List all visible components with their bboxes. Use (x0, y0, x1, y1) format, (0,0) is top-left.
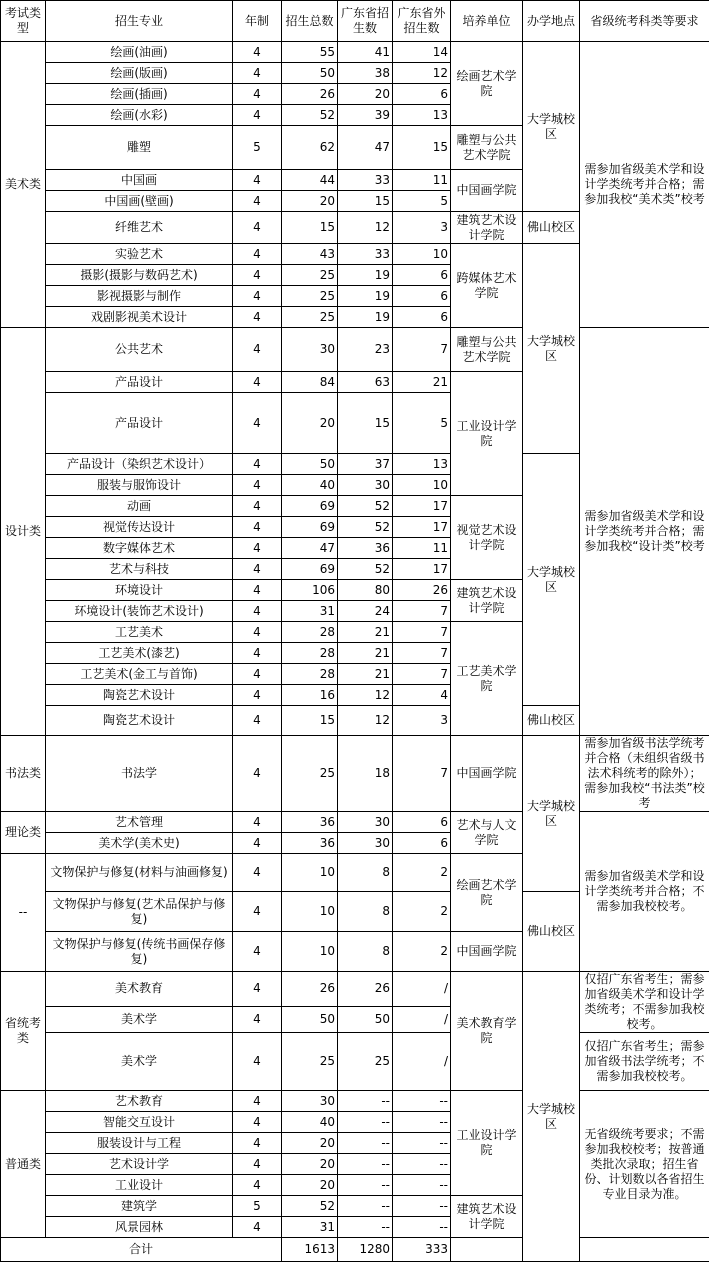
campus-cell: 佛山校区 (523, 706, 580, 736)
total-cell: 10 (282, 892, 338, 932)
years-cell: 4 (233, 42, 282, 63)
requirement-cell: 需参加省级美术学和设计学类统考并合格；需参加我校“美术类”校考 (580, 42, 709, 328)
totals-outside: 333 (393, 1238, 451, 1262)
years-cell: 5 (233, 1196, 282, 1217)
major-cell: 工艺美术 (46, 622, 233, 643)
outside-cell: / (393, 1033, 451, 1091)
total-cell: 20 (282, 191, 338, 212)
total-cell: 40 (282, 1112, 338, 1133)
header-gd: 广东省招生数 (338, 1, 393, 42)
major-cell: 风景园林 (46, 1217, 233, 1238)
total-cell: 28 (282, 622, 338, 643)
years-cell: 4 (233, 393, 282, 454)
outside-cell: 21 (393, 372, 451, 393)
total-cell: 106 (282, 580, 338, 601)
category-cell: 理论类 (1, 812, 46, 854)
outside-cell: -- (393, 1133, 451, 1154)
gd-cell: 33 (338, 170, 393, 191)
gd-cell: -- (338, 1091, 393, 1112)
campus-cell: 大学城校区 (523, 972, 580, 1262)
requirement-cell: 需参加省级美术学和设计学类统考并合格；需参加我校“设计类”校考 (580, 328, 709, 736)
outside-cell: 10 (393, 475, 451, 496)
header-college: 培养单位 (451, 1, 523, 42)
major-cell: 书法学 (46, 736, 233, 812)
years-cell: 4 (233, 643, 282, 664)
years-cell: 4 (233, 307, 282, 328)
major-cell: 工艺美术(漆艺) (46, 643, 233, 664)
college-cell: 跨媒体艺术学院 (451, 244, 523, 328)
gd-cell: 41 (338, 42, 393, 63)
major-cell: 中国画 (46, 170, 233, 191)
total-cell: 30 (282, 1091, 338, 1112)
major-cell: 服装设计与工程 (46, 1133, 233, 1154)
college-cell: 建筑艺术设计学院 (451, 212, 523, 244)
major-cell: 文物保护与修复(艺术品保护与修复) (46, 892, 233, 932)
total-cell: 31 (282, 601, 338, 622)
outside-cell: 7 (393, 664, 451, 685)
total-cell: 25 (282, 307, 338, 328)
total-cell: 40 (282, 475, 338, 496)
outside-cell: 3 (393, 706, 451, 736)
years-cell: 5 (233, 126, 282, 170)
header-campus: 办学地点 (523, 1, 580, 42)
header-type: 考试类型 (1, 1, 46, 42)
outside-cell: 17 (393, 517, 451, 538)
major-cell: 艺术教育 (46, 1091, 233, 1112)
empty-cell (580, 1238, 709, 1262)
major-cell: 摄影(摄影与数码艺术) (46, 265, 233, 286)
category-cell: 美术类 (1, 42, 46, 328)
years-cell: 4 (233, 892, 282, 932)
outside-cell: 5 (393, 393, 451, 454)
major-cell: 建筑学 (46, 1196, 233, 1217)
major-cell: 数字媒体艺术 (46, 538, 233, 559)
major-cell: 影视摄影与制作 (46, 286, 233, 307)
total-cell: 62 (282, 126, 338, 170)
major-cell: 陶瓷艺术设计 (46, 706, 233, 736)
gd-cell: 19 (338, 265, 393, 286)
years-cell: 4 (233, 972, 282, 1007)
major-cell: 动画 (46, 496, 233, 517)
gd-cell: 37 (338, 454, 393, 475)
years-cell: 4 (233, 812, 282, 833)
outside-cell: 11 (393, 170, 451, 191)
years-cell: 4 (233, 833, 282, 854)
campus-cell: 大学城校区 (523, 454, 580, 706)
total-cell: 50 (282, 454, 338, 475)
total-cell: 50 (282, 63, 338, 84)
total-cell: 30 (282, 328, 338, 372)
total-cell: 25 (282, 1033, 338, 1091)
table-row (1, 1091, 709, 1112)
table-row (1, 1033, 709, 1091)
totals-row (1, 1238, 709, 1262)
college-cell: 中国画学院 (451, 736, 523, 812)
total-cell: 43 (282, 244, 338, 265)
campus-cell: 佛山校区 (523, 212, 580, 244)
major-cell: 艺术设计学 (46, 1154, 233, 1175)
outside-cell: 15 (393, 126, 451, 170)
years-cell: 4 (233, 1033, 282, 1091)
major-cell: 戏剧影视美术设计 (46, 307, 233, 328)
years-cell: 4 (233, 475, 282, 496)
major-cell: 陶瓷艺术设计 (46, 685, 233, 706)
gd-cell: 21 (338, 622, 393, 643)
total-cell: 52 (282, 1196, 338, 1217)
gd-cell: 18 (338, 736, 393, 812)
total-cell: 36 (282, 812, 338, 833)
gd-cell: 12 (338, 685, 393, 706)
requirement-cell: 仅招广东省考生；需参加省级美术学和设计学类统考；不需参加我校校考。 (580, 972, 709, 1033)
major-cell: 文物保护与修复(材料与油画修复) (46, 854, 233, 892)
years-cell: 4 (233, 454, 282, 475)
gd-cell: 80 (338, 580, 393, 601)
outside-cell: -- (393, 1175, 451, 1196)
table-row (1, 812, 709, 833)
outside-cell: -- (393, 1112, 451, 1133)
totals-label: 合计 (1, 1238, 282, 1262)
years-cell: 4 (233, 372, 282, 393)
outside-cell: 7 (393, 328, 451, 372)
years-cell: 4 (233, 736, 282, 812)
major-cell: 绘画(版画) (46, 63, 233, 84)
total-cell: 20 (282, 1154, 338, 1175)
gd-cell: -- (338, 1154, 393, 1175)
gd-cell: 30 (338, 812, 393, 833)
campus-cell: 大学城校区 (523, 736, 580, 892)
total-cell: 36 (282, 833, 338, 854)
outside-cell: -- (393, 1154, 451, 1175)
years-cell: 4 (233, 265, 282, 286)
category-cell: 普通类 (1, 1091, 46, 1238)
major-cell: 产品设计 (46, 393, 233, 454)
college-cell: 建筑艺术设计学院 (451, 580, 523, 622)
outside-cell: 17 (393, 496, 451, 517)
years-cell: 4 (233, 84, 282, 105)
category-cell: 书法类 (1, 736, 46, 812)
major-cell: 中国画(壁画) (46, 191, 233, 212)
college-cell: 中国画学院 (451, 932, 523, 972)
gd-cell: 33 (338, 244, 393, 265)
years-cell: 4 (233, 1217, 282, 1238)
outside-cell: 7 (393, 622, 451, 643)
category-cell: 省统考类 (1, 972, 46, 1091)
outside-cell: 17 (393, 559, 451, 580)
header-row (1, 1, 709, 42)
total-cell: 20 (282, 1175, 338, 1196)
gd-cell: 15 (338, 191, 393, 212)
total-cell: 25 (282, 736, 338, 812)
totals-gd: 1280 (338, 1238, 393, 1262)
total-cell: 25 (282, 286, 338, 307)
gd-cell: -- (338, 1112, 393, 1133)
major-cell: 艺术与科技 (46, 559, 233, 580)
outside-cell: 7 (393, 643, 451, 664)
years-cell: 4 (233, 1091, 282, 1112)
college-cell: 绘画艺术学院 (451, 42, 523, 126)
outside-cell: 2 (393, 854, 451, 892)
gd-cell: 38 (338, 63, 393, 84)
college-cell: 美术教育学院 (451, 972, 523, 1091)
major-cell: 艺术管理 (46, 812, 233, 833)
outside-cell: 5 (393, 191, 451, 212)
requirement-cell: 需参加省级书法学统考并合格（未组织省级书法术科统考的除外）；需参加我校“书法类”校考 (580, 736, 709, 812)
years-cell: 4 (233, 517, 282, 538)
years-cell: 4 (233, 105, 282, 126)
total-cell: 15 (282, 212, 338, 244)
major-cell: 雕塑 (46, 126, 233, 170)
total-cell: 47 (282, 538, 338, 559)
major-cell: 实验艺术 (46, 244, 233, 265)
total-cell: 10 (282, 932, 338, 972)
outside-cell: 7 (393, 736, 451, 812)
years-cell: 4 (233, 1133, 282, 1154)
outside-cell: -- (393, 1217, 451, 1238)
gd-cell: 23 (338, 328, 393, 372)
total-cell: 50 (282, 1006, 338, 1032)
years-cell: 4 (233, 622, 282, 643)
outside-cell: 10 (393, 244, 451, 265)
gd-cell: 12 (338, 212, 393, 244)
major-cell: 美术学 (46, 1006, 233, 1032)
header-major: 招生专业 (46, 1, 233, 42)
gd-cell: -- (338, 1196, 393, 1217)
college-cell: 视觉艺术设计学院 (451, 496, 523, 580)
major-cell: 视觉传达设计 (46, 517, 233, 538)
total-cell: 16 (282, 685, 338, 706)
table-row (1, 972, 709, 1007)
years-cell: 4 (233, 854, 282, 892)
college-cell: 工业设计学院 (451, 1091, 523, 1196)
total-cell: 26 (282, 972, 338, 1007)
table-row (1, 736, 709, 812)
total-cell: 20 (282, 1133, 338, 1154)
outside-cell: 6 (393, 812, 451, 833)
totals-total: 1613 (282, 1238, 338, 1262)
total-cell: 15 (282, 706, 338, 736)
table-row (1, 42, 709, 63)
years-cell: 4 (233, 328, 282, 372)
total-cell: 10 (282, 854, 338, 892)
major-cell: 美术学 (46, 1033, 233, 1091)
outside-cell: 7 (393, 601, 451, 622)
gd-cell: 8 (338, 854, 393, 892)
header-total: 招生总数 (282, 1, 338, 42)
gd-cell: 39 (338, 105, 393, 126)
years-cell: 4 (233, 1112, 282, 1133)
years-cell: 4 (233, 286, 282, 307)
gd-cell: 15 (338, 393, 393, 454)
major-cell: 智能交互设计 (46, 1112, 233, 1133)
outside-cell: 12 (393, 63, 451, 84)
gd-cell: 21 (338, 643, 393, 664)
outside-cell: 6 (393, 84, 451, 105)
outside-cell: -- (393, 1196, 451, 1217)
years-cell: 4 (233, 1006, 282, 1032)
total-cell: 69 (282, 496, 338, 517)
college-cell: 雕塑与公共艺术学院 (451, 328, 523, 372)
college-cell: 中国画学院 (451, 170, 523, 212)
years-cell: 4 (233, 1175, 282, 1196)
outside-cell: / (393, 1006, 451, 1032)
total-cell: 31 (282, 1217, 338, 1238)
gd-cell: 30 (338, 833, 393, 854)
outside-cell: 11 (393, 538, 451, 559)
outside-cell: 13 (393, 454, 451, 475)
major-cell: 绘画(油画) (46, 42, 233, 63)
gd-cell: 8 (338, 932, 393, 972)
header-req: 省级统考科类等要求 (580, 1, 709, 42)
campus-cell: 大学城校区 (523, 42, 580, 212)
outside-cell: 26 (393, 580, 451, 601)
major-cell: 环境设计 (46, 580, 233, 601)
campus-cell: 佛山校区 (523, 892, 580, 972)
college-cell: 建筑艺术设计学院 (451, 1196, 523, 1238)
gd-cell: 30 (338, 475, 393, 496)
outside-cell: 6 (393, 265, 451, 286)
header-outside: 广东省外招生数 (393, 1, 451, 42)
category-cell: 设计类 (1, 328, 46, 736)
years-cell: 4 (233, 244, 282, 265)
total-cell: 44 (282, 170, 338, 191)
outside-cell: / (393, 972, 451, 1007)
total-cell: 84 (282, 372, 338, 393)
years-cell: 4 (233, 191, 282, 212)
gd-cell: 52 (338, 517, 393, 538)
years-cell: 4 (233, 212, 282, 244)
total-cell: 28 (282, 664, 338, 685)
years-cell: 4 (233, 685, 282, 706)
college-cell: 工业设计学院 (451, 372, 523, 496)
gd-cell: 8 (338, 892, 393, 932)
years-cell: 4 (233, 706, 282, 736)
empty-cell (451, 1238, 523, 1262)
major-cell: 工业设计 (46, 1175, 233, 1196)
gd-cell: 21 (338, 664, 393, 685)
outside-cell: 14 (393, 42, 451, 63)
major-cell: 公共艺术 (46, 328, 233, 372)
total-cell: 52 (282, 105, 338, 126)
gd-cell: 63 (338, 372, 393, 393)
gd-cell: 19 (338, 286, 393, 307)
total-cell: 28 (282, 643, 338, 664)
major-cell: 美术学(美术史) (46, 833, 233, 854)
years-cell: 4 (233, 559, 282, 580)
outside-cell: 6 (393, 307, 451, 328)
college-cell: 雕塑与公共艺术学院 (451, 126, 523, 170)
total-cell: 25 (282, 265, 338, 286)
major-cell: 文物保护与修复(传统书画保存修复) (46, 932, 233, 972)
major-cell: 绘画(插画) (46, 84, 233, 105)
total-cell: 20 (282, 393, 338, 454)
gd-cell: -- (338, 1133, 393, 1154)
college-cell: 工艺美术学院 (451, 622, 523, 736)
major-cell: 产品设计 (46, 372, 233, 393)
years-cell: 4 (233, 538, 282, 559)
header-years: 年制 (233, 1, 282, 42)
outside-cell: 3 (393, 212, 451, 244)
gd-cell: 20 (338, 84, 393, 105)
major-cell: 美术教育 (46, 972, 233, 1007)
campus-cell: 大学城校区 (523, 244, 580, 454)
major-cell: 纤维艺术 (46, 212, 233, 244)
outside-cell: 6 (393, 833, 451, 854)
requirement-cell: 需参加省级美术学和设计学类统考并合格；不需参加我校校考。 (580, 812, 709, 972)
gd-cell: 25 (338, 1033, 393, 1091)
outside-cell: 4 (393, 685, 451, 706)
outside-cell: 2 (393, 932, 451, 972)
gd-cell: 50 (338, 1006, 393, 1032)
requirement-cell: 仅招广东省考生；需参加省级书法学统考；不需参加我校校考。 (580, 1033, 709, 1091)
gd-cell: -- (338, 1175, 393, 1196)
major-cell: 服装与服饰设计 (46, 475, 233, 496)
category-cell: -- (1, 854, 46, 972)
years-cell: 4 (233, 932, 282, 972)
total-cell: 55 (282, 42, 338, 63)
total-cell: 26 (282, 84, 338, 105)
college-cell: 艺术与人文学院 (451, 812, 523, 854)
college-cell: 绘画艺术学院 (451, 854, 523, 932)
years-cell: 4 (233, 601, 282, 622)
major-cell: 产品设计（染织艺术设计） (46, 454, 233, 475)
outside-cell: 2 (393, 892, 451, 932)
total-cell: 69 (282, 517, 338, 538)
years-cell: 4 (233, 664, 282, 685)
outside-cell: 6 (393, 286, 451, 307)
years-cell: 4 (233, 63, 282, 84)
table-row (1, 328, 709, 372)
gd-cell: 52 (338, 496, 393, 517)
gd-cell: -- (338, 1217, 393, 1238)
gd-cell: 19 (338, 307, 393, 328)
gd-cell: 12 (338, 706, 393, 736)
years-cell: 4 (233, 170, 282, 191)
years-cell: 4 (233, 496, 282, 517)
outside-cell: 13 (393, 105, 451, 126)
years-cell: 4 (233, 580, 282, 601)
major-cell: 绘画(水彩) (46, 105, 233, 126)
gd-cell: 26 (338, 972, 393, 1007)
total-cell: 69 (282, 559, 338, 580)
gd-cell: 24 (338, 601, 393, 622)
major-cell: 工艺美术(金工与首饰) (46, 664, 233, 685)
years-cell: 4 (233, 1154, 282, 1175)
requirement-cell: 无省级统考要求；不需参加我校校考；按普通类批次录取；招生省份、计划数以各省招生专业目录为准。 (580, 1091, 709, 1238)
gd-cell: 47 (338, 126, 393, 170)
outside-cell: -- (393, 1091, 451, 1112)
major-cell: 环境设计(装饰艺术设计) (46, 601, 233, 622)
gd-cell: 52 (338, 559, 393, 580)
gd-cell: 36 (338, 538, 393, 559)
